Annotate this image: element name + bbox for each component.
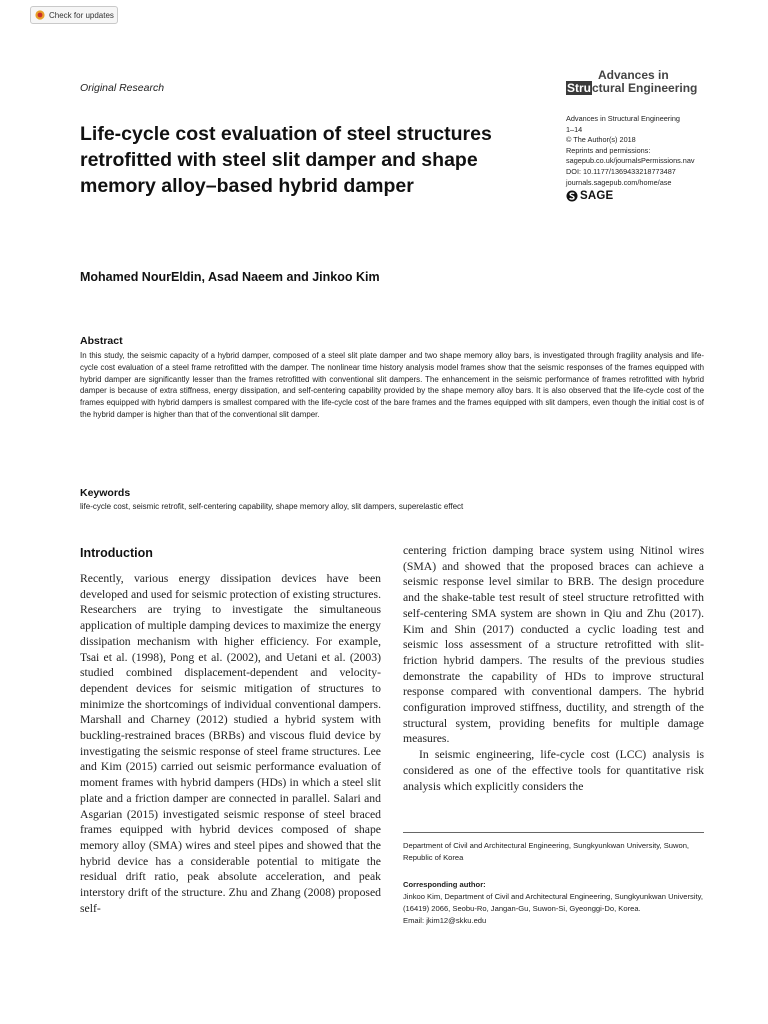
abstract-heading: Abstract: [80, 335, 123, 347]
abstract-text: In this study, the seismic capacity of a hybrid damper, composed of a steel slit plate damper and two shape memory alloy bars, is investigated through fragility analysis and life-cycle cost evaluation of a steel frame retrofitted with the damper. The nonlinear time history analysis model frames show that the seismic responses of the frames equipped with hybrid damper are significantly lesser than the frames retrofitted with conventional slit dampers. The enhancement in the seismic performance of frames retrofitted with hybrid damper is because of extra stiffness, energy dissipation, and self-centering capability provided by the shape memory alloy bars. It is also observed that the life-cycle cost of the frames equipped with hybrid dampers is smallest compared with the life-cycle cost of the bare frames and the frames equipped with slit dampers, even though the initial cost is of the hybrid damper is higher than that of the conventional slit damper.: [80, 351, 704, 419]
permissions-link[interactable]: sagepub.co.uk/journalsPermissions.nav: [566, 156, 695, 166]
introduction-heading: Introduction: [80, 546, 153, 560]
footnote-divider: [403, 832, 704, 833]
journal-name: Advances in Structural Engineering: [566, 114, 680, 123]
journal-logo-line1: Advances in: [598, 68, 669, 82]
keywords-text: life-cycle cost, seismic retrofit, self-centering capability, shape memory alloy, slit dampers, superelastic effect: [80, 502, 464, 511]
journal-logo: [566, 68, 716, 98]
reprints-label: Reprints and permissions:: [566, 145, 651, 155]
introduction-left-column: Recently, various energy dissipation devices have been developed and used for seismic protection of existing structures. Researchers are trying to investigate the simultaneous application of multiple damping devices to maximize the energy dissipation mechanism with higher efficiency. For example, Tsai et al. (1998), Pong et al. (2002), and Uetani et al. (2003) studied combined displacement-dependent and velocity-dependent devices for seismic mitigation of structures to minimize the shortcomings of individual conventional dampers. Marshall and Charney (2012) studied a hybrid system with buckling-restrained braces (BRBs) and viscous fluid device by investigating the seismic response of steel frame structures. Lee and Kim (2015) carried out seismic performance evaluation of moment frames with hybrid dampers (HDs) in which a steel slit plate and a friction damper are connected in parallel. Salari and Asgarian (2015) investigated seismic response of steel braced frames equipped with hybrid devices composed of shape memory alloy (SMA) wires and steel pipes and showed that the hybrid device has a considerable potential to mitigate the residual drift ratio, peak absolute acceleration, and peak interstory drift of the structure. Zhu and Zhang (2008) proposed self-: [80, 572, 381, 915]
journal-logo-rest: ctural Engineering: [592, 81, 698, 95]
keywords-heading: Keywords: [80, 487, 131, 499]
corresponding-author-heading: Corresponding author:: [403, 880, 486, 889]
corresponding-author-email[interactable]: Email: jkim12@skku.edu: [403, 916, 487, 925]
journal-home-link[interactable]: journals.sagepub.com/home/ase: [566, 177, 672, 187]
sage-wordmark: SAGE: [580, 190, 614, 202]
page-range: 1–14: [566, 124, 583, 134]
doi[interactable]: DOI: 10.1177/1369433218773487: [566, 166, 676, 176]
sage-logo: [566, 190, 613, 202]
check-for-updates-badge[interactable]: [30, 6, 118, 24]
introduction-paragraph: In seismic engineering, life-cycle cost (LCC) analysis is considered as one of the effective tools for quantitative risk analysis which explicitly considers the: [403, 748, 704, 793]
check-for-updates-label: Check for updates: [49, 10, 114, 20]
author-list: Mohamed NourEldin, Asad Naeem and Jinkoo Kim: [80, 270, 380, 284]
sage-s-icon: [566, 190, 578, 202]
corresponding-author-address: Jinkoo Kim, Department of Civil and Architectural Engineering, Sungkyunkwan University, (16419) 2066, Seobu-Ro, Jangan-Gu, Suwon-Si, Gyeonggi-Do, Korea.: [403, 892, 703, 913]
journal-logo-line2: [566, 81, 697, 95]
journal-logo-highlight: Stru: [567, 81, 591, 95]
article-title: Life-cycle cost evaluation of steel structures retrofitted with steel slit damper and shape memory alloy–based hybrid damper: [80, 123, 492, 197]
corresponding-author-block: [403, 879, 704, 927]
introduction-paragraph: centering friction damping brace system using Nitinol wires (SMA) and showed that the proposed braces can achieve a seismic response level similar to BRB. The design procedure and the shake-table test result of steel structure retrofitted with self-centering SMA system are shown in Qiu and Zhu (2017). Kim and Shin (2017) conducted a cyclic loading test and seismic loss assessment of a structure retrofitted with slit-friction hybrid dampers. The results of the previous studies demonstrate the capability of HDs to improve structural response compared with conventional dampers. The hybrid configuration improved stiffness, ductility, and strength of the structural system, providing benefits for multiple damage measures.: [403, 544, 704, 746]
check-updates-icon: [35, 10, 45, 20]
copyright: © The Author(s) 2018: [566, 135, 636, 145]
article-type: Original Research: [80, 82, 165, 94]
author-affiliation: Department of Civil and Architectural Engineering, Sungkyunkwan University, Suwon, Republic of Korea: [403, 841, 690, 862]
introduction-right-column: [403, 543, 704, 794]
journal-info: [566, 114, 746, 188]
